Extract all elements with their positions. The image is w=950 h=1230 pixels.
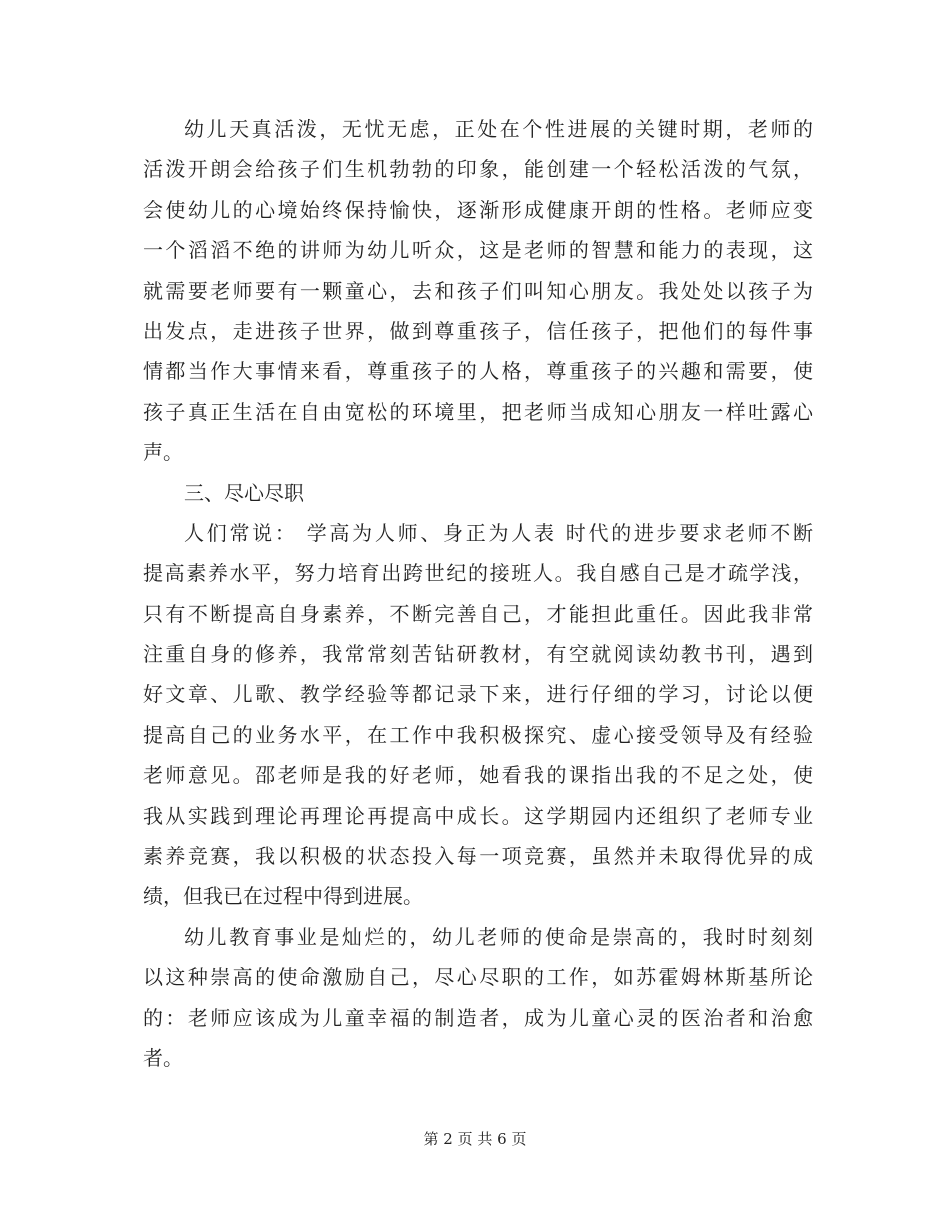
text-line: 提高素养水平，努力培育出跨世纪的接班人。我自感自己是才疏学浅， [143,561,813,586]
section-heading: 三、尽心尽职 [184,480,304,505]
text-line: 声。 [143,440,183,465]
text-line: 我从实践到理论再理论再提高中成长。这学期园内还组织了老师专业 [143,803,813,828]
text-line: 情都当作大事情来看，尊重孩子的人格，尊重孩子的兴趣和需要，使 [143,359,813,384]
text-line: 活泼开朗会给孩子们生机勃勃的印象，能创建一个轻松活泼的气氛， [143,157,813,182]
text-line: 孩子真正生活在自由宽松的环境里，把老师当成知心朋友一样吐露心 [143,399,813,424]
page-number-footer: 第 2 页 共 6 页 [423,1130,527,1148]
text-line: 幼儿天真活泼，无忧无虑，正处在个性进展的关键时期，老师的 [184,117,813,141]
text-line: 好文章、儿歌、教学经验等都记录下来，进行仔细的学习，讨论以便 [143,682,813,707]
text-line: 的：老师应该成为儿童幸福的制造者，成为儿童心灵的医治者和治愈 [143,1005,813,1030]
text-line: 提高自己的业务水平，在工作中我积极探究、虚心接受领导及有经验 [143,722,813,747]
text-line: 注重自身的修养，我常常刻苦钻研教材，有空就阅读幼教书刊，遇到 [143,642,813,667]
text-line: 以这种崇高的使命激励自己，尽心尽职的工作，如苏霍姆林斯基所论 [143,965,813,990]
text-line: 绩，但我已在过程中得到进展。 [143,884,423,909]
document-body [143,109,813,1078]
paragraph-1 [143,109,813,473]
text-line: 者。 [143,1045,183,1070]
paragraph-2 [143,513,813,917]
text-line: 一个滔滔不绝的讲师为幼儿听众，这是老师的智慧和能力的表现，这 [143,238,813,263]
text-line: 就需要老师要有一颗童心，去和孩子们叫知心朋友。我处处以孩子为 [143,278,813,303]
text-line: 只有不断提高自身素养，不断完善自己，才能担此重任。因此我非常 [143,601,813,626]
text-line: 素养竞赛，我以积极的状态投入每一项竞赛，虽然并未取得优异的成 [143,844,813,869]
paragraph-3 [143,917,813,1079]
text-line: 人们常说： 学高为人师、身正为人表 时代的进步要求老师不断 [184,520,813,545]
text-line: 幼儿教育事业是灿烂的，幼儿老师的使命是崇高的，我时时刻刻 [184,924,813,949]
text-line: 老师意见。邵老师是我的好老师，她看我的课指出我的不足之处，使 [143,763,813,788]
text-line: 出发点，走进孩子世界，做到尊重孩子，信任孩子，把他们的每件事 [143,318,813,343]
text-line: 会使幼儿的心境始终保持愉快，逐渐形成健康开朗的性格。老师应变 [143,197,813,222]
